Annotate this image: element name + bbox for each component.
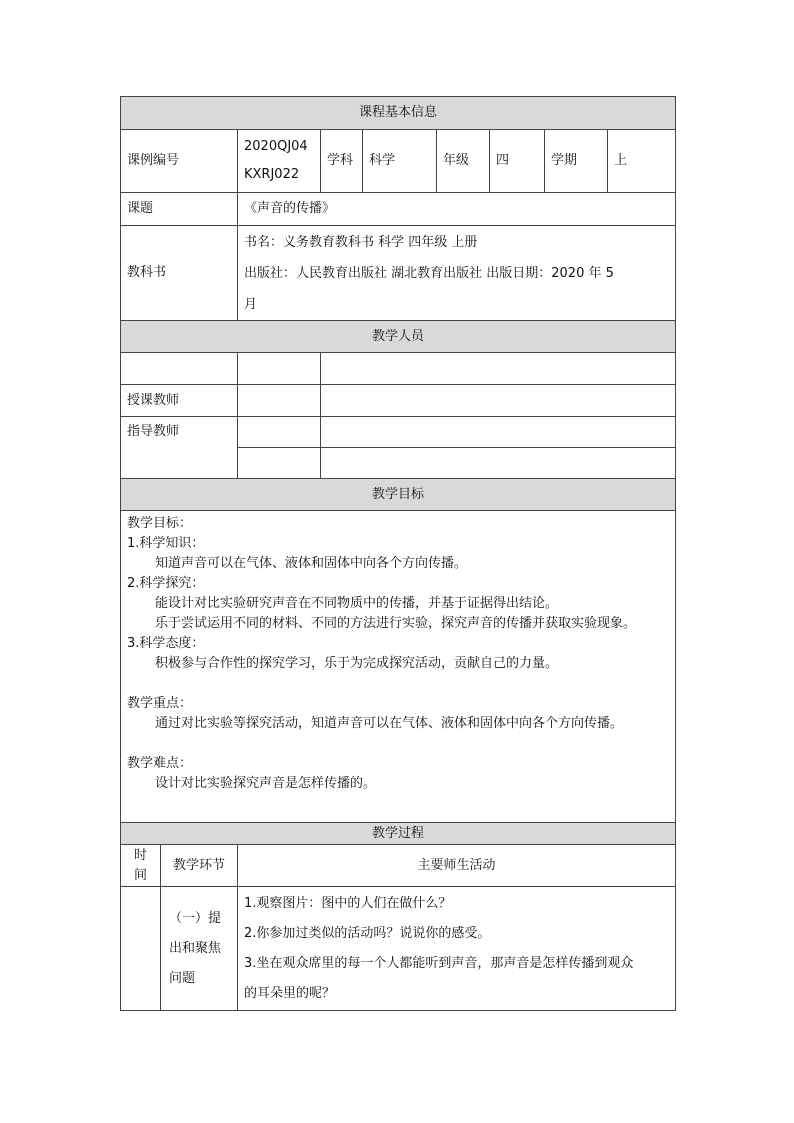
lesson-plan-table [120,96,676,845]
textbook-line3: 月 [244,296,258,312]
inquiry-title: 2.科学探究： [127,576,205,591]
textbook-line2: 出版社：人民教育出版社 湖北教育出版社 出版日期：2020 年 5 [244,265,614,281]
question-3a: 3.坐在观众席里的每一个人都能听到声音，那声音是怎样传播到观众 [244,955,634,971]
grade-label: 年级 [437,130,490,193]
staff-blank-wide [321,353,676,385]
guide-cell-1 [238,417,321,448]
section-header-process: 教学过程 [121,823,676,845]
key-point-title: 教学重点： [127,696,193,711]
goals-spacer-2 [127,734,669,754]
lesson-plan-document [120,96,675,1011]
knowledge-item: 知道声音可以在气体、液体和固体中向各个方向传播。 [155,556,468,571]
difficulty-title: 教学难点： [127,756,193,771]
question-2: 2.你参加过类似的活动吗？说说你的感受。 [244,925,491,941]
guide-cell-2 [238,448,321,479]
key-point-item: 通过对比实验等探究活动，知道声音可以在气体、液体和固体中向各个方向传播。 [155,716,624,731]
inquiry-item-1: 能设计对比实验研究声音在不同物质中的传播，并基于证据得出结论。 [155,596,559,611]
time-cell-1 [121,887,161,1011]
case-no-value [238,130,321,193]
teacher-cell [238,385,321,417]
case-no-line2: KXRJ022 [244,167,300,182]
section-header-basic: 课程基本信息 [121,97,676,130]
difficulty-item: 设计对比实验探究声音是怎样传播的。 [155,776,377,791]
goals-content [121,511,676,823]
case-no-line1: 2020QJ04 [244,139,308,154]
attitude-title: 3.科学态度： [127,636,205,651]
question-3b: 的耳朵里的呢？ [244,985,336,1001]
term-value: 上 [608,130,676,193]
grade-value: 四 [490,130,545,193]
textbook-value [238,226,676,321]
subject-label: 学科 [321,130,363,193]
process-table [120,844,676,1011]
guide-wide-1 [321,417,676,448]
staff-blank-label [121,353,238,385]
col-time-header: 时间 [121,845,161,887]
subject-value: 科学 [363,130,437,193]
teacher-label: 授课教师 [121,385,238,417]
teacher-wide [321,385,676,417]
attitude-item: 积极参与合作性的探究学习，乐于为完成探究活动，贡献自己的力量。 [155,656,559,671]
stage-1: （一）提出和聚焦问题 [161,887,238,1011]
inquiry-item-2: 乐于尝试运用不同的材料、不同的方法进行实验，探究声音的传播并获取实验现象。 [155,616,637,631]
activity-cell-1 [238,887,676,1011]
guide-wide-2 [321,448,676,479]
topic-label: 课题 [121,193,238,226]
question-1: 1.观察图片：图中的人们在做什么？ [244,895,452,911]
col-stage-header: 教学环节 [161,845,238,887]
goals-title: 教学目标： [127,516,193,531]
section-header-staff: 教学人员 [121,321,676,353]
guide-label: 指导教师 [121,417,238,479]
topic-value: 《声音的传播》 [238,193,676,226]
knowledge-title: 1.科学知识： [127,536,205,551]
textbook-label: 教科书 [121,226,238,321]
staff-blank-cell [238,353,321,385]
textbook-line1: 书名：义务教育教科书 科学 四年级 上册 [244,234,478,250]
term-label: 学期 [545,130,608,193]
case-no-label: 课例编号 [121,130,238,193]
col-activity-header: 主要师生活动 [238,845,676,887]
section-header-goals: 教学目标 [121,479,676,511]
goals-spacer-1 [127,674,669,694]
